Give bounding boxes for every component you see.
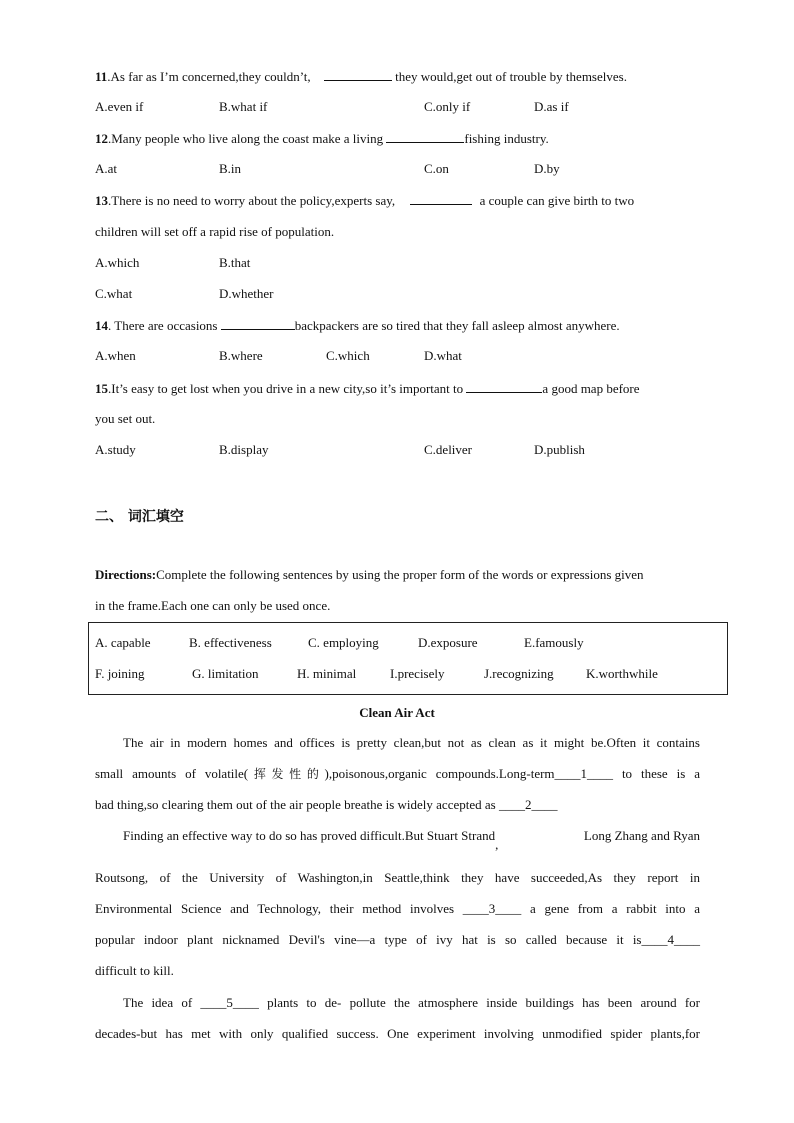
question-text: fishing industry. xyxy=(464,131,549,146)
option-d[interactable]: D.publish xyxy=(534,442,585,457)
question-number: 12 xyxy=(95,131,108,146)
directions xyxy=(95,567,700,583)
word-option: K.worthwhile xyxy=(586,666,658,681)
word-option: F. joining xyxy=(95,666,145,681)
question-15 xyxy=(95,380,700,397)
word-option: B. effectiveness xyxy=(189,635,272,650)
question-13 xyxy=(95,192,700,209)
section-title: 二、 词汇填空 xyxy=(95,509,184,525)
question-text: .There is no need to worry about the policy,experts say, xyxy=(108,193,396,208)
option-b[interactable]: B.in xyxy=(219,161,242,176)
word-option: G. limitation xyxy=(192,666,259,681)
question-number: 14 xyxy=(95,318,108,333)
question-12 xyxy=(95,130,700,147)
word-option: I.precisely xyxy=(390,666,445,681)
passage-line: The air in modern homes and offices is pretty clean,but not as clean as it might be.Often it contains xyxy=(123,735,700,750)
option-a[interactable]: A.study xyxy=(95,442,136,457)
option-d[interactable]: D.by xyxy=(534,161,560,176)
option-b[interactable]: B.display xyxy=(219,442,269,457)
word-bank-frame xyxy=(88,622,728,695)
passage-text: small amounts of volatile( xyxy=(95,766,249,781)
directions-text: Complete the following sentences by using the proper form of the words or expressions given xyxy=(156,567,644,582)
word-option: A. capable xyxy=(95,635,151,650)
option-c[interactable]: C.deliver xyxy=(424,442,473,457)
answer-blank[interactable] xyxy=(221,317,295,330)
option-b[interactable]: B.what if xyxy=(219,99,268,114)
option-a[interactable]: A.which xyxy=(95,255,140,270)
question-text: backpackers are so tired that they fall asleep almost anywhere. xyxy=(294,318,620,333)
question-15-continued: you set out. xyxy=(95,411,156,426)
passage-line: Environmental Science and Technology, their method involves ____3____ a gene from a rabbit into a xyxy=(95,901,700,916)
option-c[interactable]: C.on xyxy=(424,161,449,176)
option-b[interactable]: B.that xyxy=(219,255,251,270)
question-text: .It’s easy to get lost when you drive in a new city,so it’s important to xyxy=(108,381,464,396)
option-b[interactable]: B.where xyxy=(219,348,263,363)
option-c[interactable]: C.only if xyxy=(424,99,471,114)
answer-blank[interactable] xyxy=(466,380,542,393)
word-option: J.recognizing xyxy=(484,666,554,681)
option-a[interactable]: A.at xyxy=(95,161,118,176)
question-11 xyxy=(95,68,700,85)
passage-text: Finding an effective way to do so has proved difficult.But Stuart Strand xyxy=(123,828,496,843)
word-option: H. minimal xyxy=(297,666,357,681)
option-a[interactable]: A.when xyxy=(95,348,136,363)
question-text: a couple can give birth to two xyxy=(479,193,635,208)
question-text: a good map before xyxy=(542,381,640,396)
word-option: D.exposure xyxy=(418,635,478,650)
option-d[interactable]: D.whether xyxy=(219,286,274,301)
passage-title: Clean Air Act xyxy=(359,705,435,720)
option-d[interactable]: D.what xyxy=(424,348,462,363)
question-number: 13 xyxy=(95,193,108,208)
chinese-gloss: 挥发性的 xyxy=(248,767,325,781)
question-text: .Many people who live along the coast make a living xyxy=(108,131,384,146)
passage-text: ),poisonous,organic compounds.Long-term____1____ to these is a xyxy=(324,766,700,781)
answer-blank[interactable] xyxy=(410,192,472,205)
passage-line: The idea of ____5____ plants to de- pollute the atmosphere inside buildings has been around for xyxy=(123,995,700,1010)
passage-text: Long Zhang and Ryan xyxy=(583,828,700,843)
answer-blank[interactable] xyxy=(386,130,464,143)
passage-line xyxy=(95,766,700,782)
option-c[interactable]: C.which xyxy=(326,348,370,363)
option-c[interactable]: C.what xyxy=(95,286,133,301)
question-text: .As far as I’m concerned,they couldn’t, xyxy=(107,69,311,84)
directions-continued: in the frame.Each one can only be used once. xyxy=(95,598,331,613)
passage-line: difficult to kill. xyxy=(95,963,174,978)
answer-blank[interactable] xyxy=(324,68,392,81)
passage-line: popular indoor plant nicknamed Devil's vine—a type of ivy hat is so called because it is____4____ xyxy=(95,932,700,947)
word-option: C. employing xyxy=(308,635,379,650)
directions-label: Directions: xyxy=(95,567,157,582)
passage-line: Finding an effective way to do so has proved difficult.But Stuart Strand, Long Zhang and Ryan xyxy=(123,828,700,852)
question-14 xyxy=(95,317,700,334)
option-a[interactable]: A.even if xyxy=(95,99,144,114)
question-number: 15 xyxy=(95,381,108,396)
question-text: . There are occasions xyxy=(108,318,218,333)
passage-line: decades-but has met with only qualified success. One experiment involving unmodified spider plants,for xyxy=(95,1026,700,1041)
question-text: they would,get out of trouble by themselves. xyxy=(395,69,627,84)
passage-line: bad thing,so clearing them out of the air people breathe is widely accepted as ____2____ xyxy=(95,797,558,812)
option-d[interactable]: D.as if xyxy=(534,99,569,114)
passage-line: Routsong, of the University of Washington,in Seattle,think they have succeeded,As they report in xyxy=(95,870,700,885)
question-13-continued: children will set off a rapid rise of population. xyxy=(95,224,335,239)
question-number: 11 xyxy=(95,69,108,84)
word-option: E.famously xyxy=(524,635,584,650)
